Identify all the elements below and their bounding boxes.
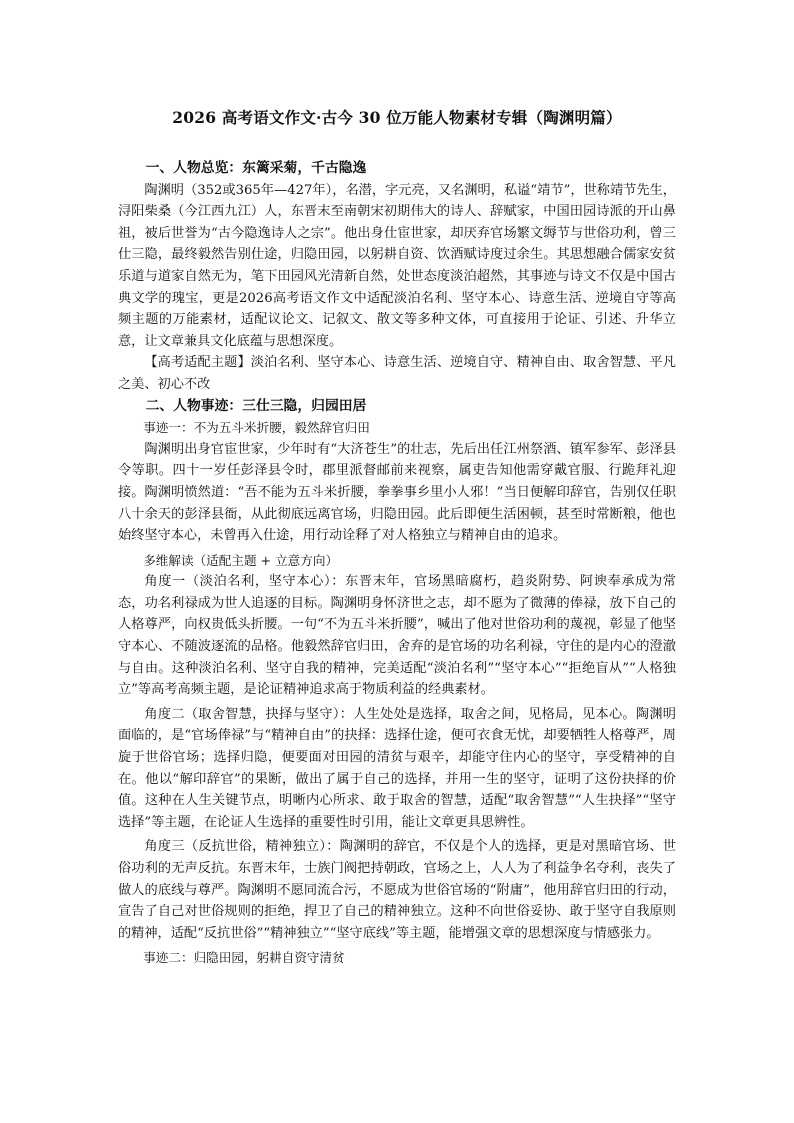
section-1-intro: 陶渊明（352或365年—427年），名潜，字元亮，又名渊明，私谥“靖节”，世称靖节先生，浔阳柴桑（今江西九江）人，东晋末至南朝宋初期伟大的诗人、辞赋家，中国田园诗派的开山鼻祖，被后世誉为“古今隐逸诗人之宗”。他出身仕宦世家，却厌弃官场繁文缛节与世俗功利，曾三仕三隐，最终毅然告别仕途，归隐田园，以躬耕自资、饮酒赋诗度过余生。其思想融合儒家安贫乐道与道家自然无为，笔下田园风光清新自然，处世态度淡泊超然，其事迹与诗文不仅是中国古典文学的瑰宝，更是2026高考语文作文中适配淡泊名利、坚守本心、诗意生活、逆境自守等高频主题的万能素材，适配议论文、记叙文、散文等多种文体，可直接用于论证、引述、升华立意，让文章兼具文化底蕴与思想深度。 [118,182,676,349]
story-2-title: 事迹二：归隐田园，躬耕自资守清贫 [143,950,345,966]
section-1-heading: 一、人物总览：东篱采菊，千古隐逸 [145,160,367,176]
story-1-text: 陶渊明出身官宦世家，少年时有“大济苍生”的壮志，先后出任江州祭酒、镇军参军、彭泽县令等职。四十一岁任彭泽县令时，郡里派督邮前来视察，属吏告知他需穿戴官服、行跪拜礼迎接。陶渊明愤然道：“吾不能为五斗米折腰，拳拳事乡里小人邪！”当日便解印辞官，告别仅任职八十余天的彭泽县衙，从此彻底远离官场，归隐田园。此后即便生活困顿，甚至时常断粮，他也始终坚守本心，未曾再入仕途，用行动诠释了对人格独立与精神自由的追求。 [118,441,676,544]
story-1-title: 事迹一：不为五斗米折腰，毅然辞官归田 [143,420,370,436]
angle-3-text: 角度三（反抗世俗，精神独立）：陶渊明的辞官，不仅是个人的选择，更是对黑暗官场、世俗功利的无声反抗。东晋末年，士族门阀把持朝政，官场之上，人人为了利益争名夺利，丧失了做人的底线与尊严。陶渊明不愿同流合污，不愿成为世俗官场的“附庸”，他用辞官归田的行动，宣告了自己对世俗规则的拒绝，捍卫了自己的精神独立。这种不向世俗妥协、敢于坚守自我原则的精神，适配“反抗世俗”“精神独立”“坚守底线”等主题，能增强文章的思想深度与情感张力。 [118,839,676,941]
angle-1-text: 角度一（淡泊名利，坚守本心）：东晋末年，官场黑暗腐朽，趋炎附势、阿谀奉承成为常态，功名利禄成为世人追逐的目标。陶渊明身怀济世之志，却不愿为了微薄的俸禄，放下自己的人格尊严，向权贵低头折腰。一句“不为五斗米折腰”，喊出了他对世俗功利的蔑视，彰显了他坚守本心、不随波逐流的品格。他毅然辞官归田，舍弃的是官场的功名利禄，守住的是内心的澄澈与自由。这种淡泊名利、坚守自我的精神，完美适配“淡泊名利”“坚守本心”“拒绝盲从”“人格独立”等高考高频主题，是论证精神追求高于物质利益的经典素材。 [118,574,676,698]
section-2-heading: 二、人物事迹：三仕三隐，归园田居 [145,397,367,414]
angle-2-text: 角度二（取舍智慧，抉择与坚守）：人生处处是选择，取舍之间，见格局，见本心。陶渊明面临的，是“官场俸禄”与“精神自由”的抉择：选择仕途，便可衣食无忧，却要牺牲人格尊严，周旋于世俗官场；选择归隐，便要面对田园的清贫与艰辛，却能守住内心的坚守，享受精神的自在。他以“解印辞官”的果断，做出了属于自己的选择，并用一生的坚守，证明了这份抉择的价值。这种在人生关键节点，明晰内心所求、敢于取舍的智慧，适配“取舍智慧”“人生抉择”“坚守选择”等主题，在论证人生选择的重要性时引用，能让文章更具思辨性。 [118,706,676,830]
document-title: 2026 高考语文作文·古今 30 位万能人物素材专辑（陶渊明篇） [172,108,622,127]
section-1-themes: 【高考适配主题】淡泊名利、坚守本心、诗意生活、逆境自守、精神自由、取舍智慧、平凡之美、初心不改 [118,355,676,392]
interpretation-title: 多维解读（适配主题 + 立意方向） [143,552,339,568]
document-body [118,158,676,969]
